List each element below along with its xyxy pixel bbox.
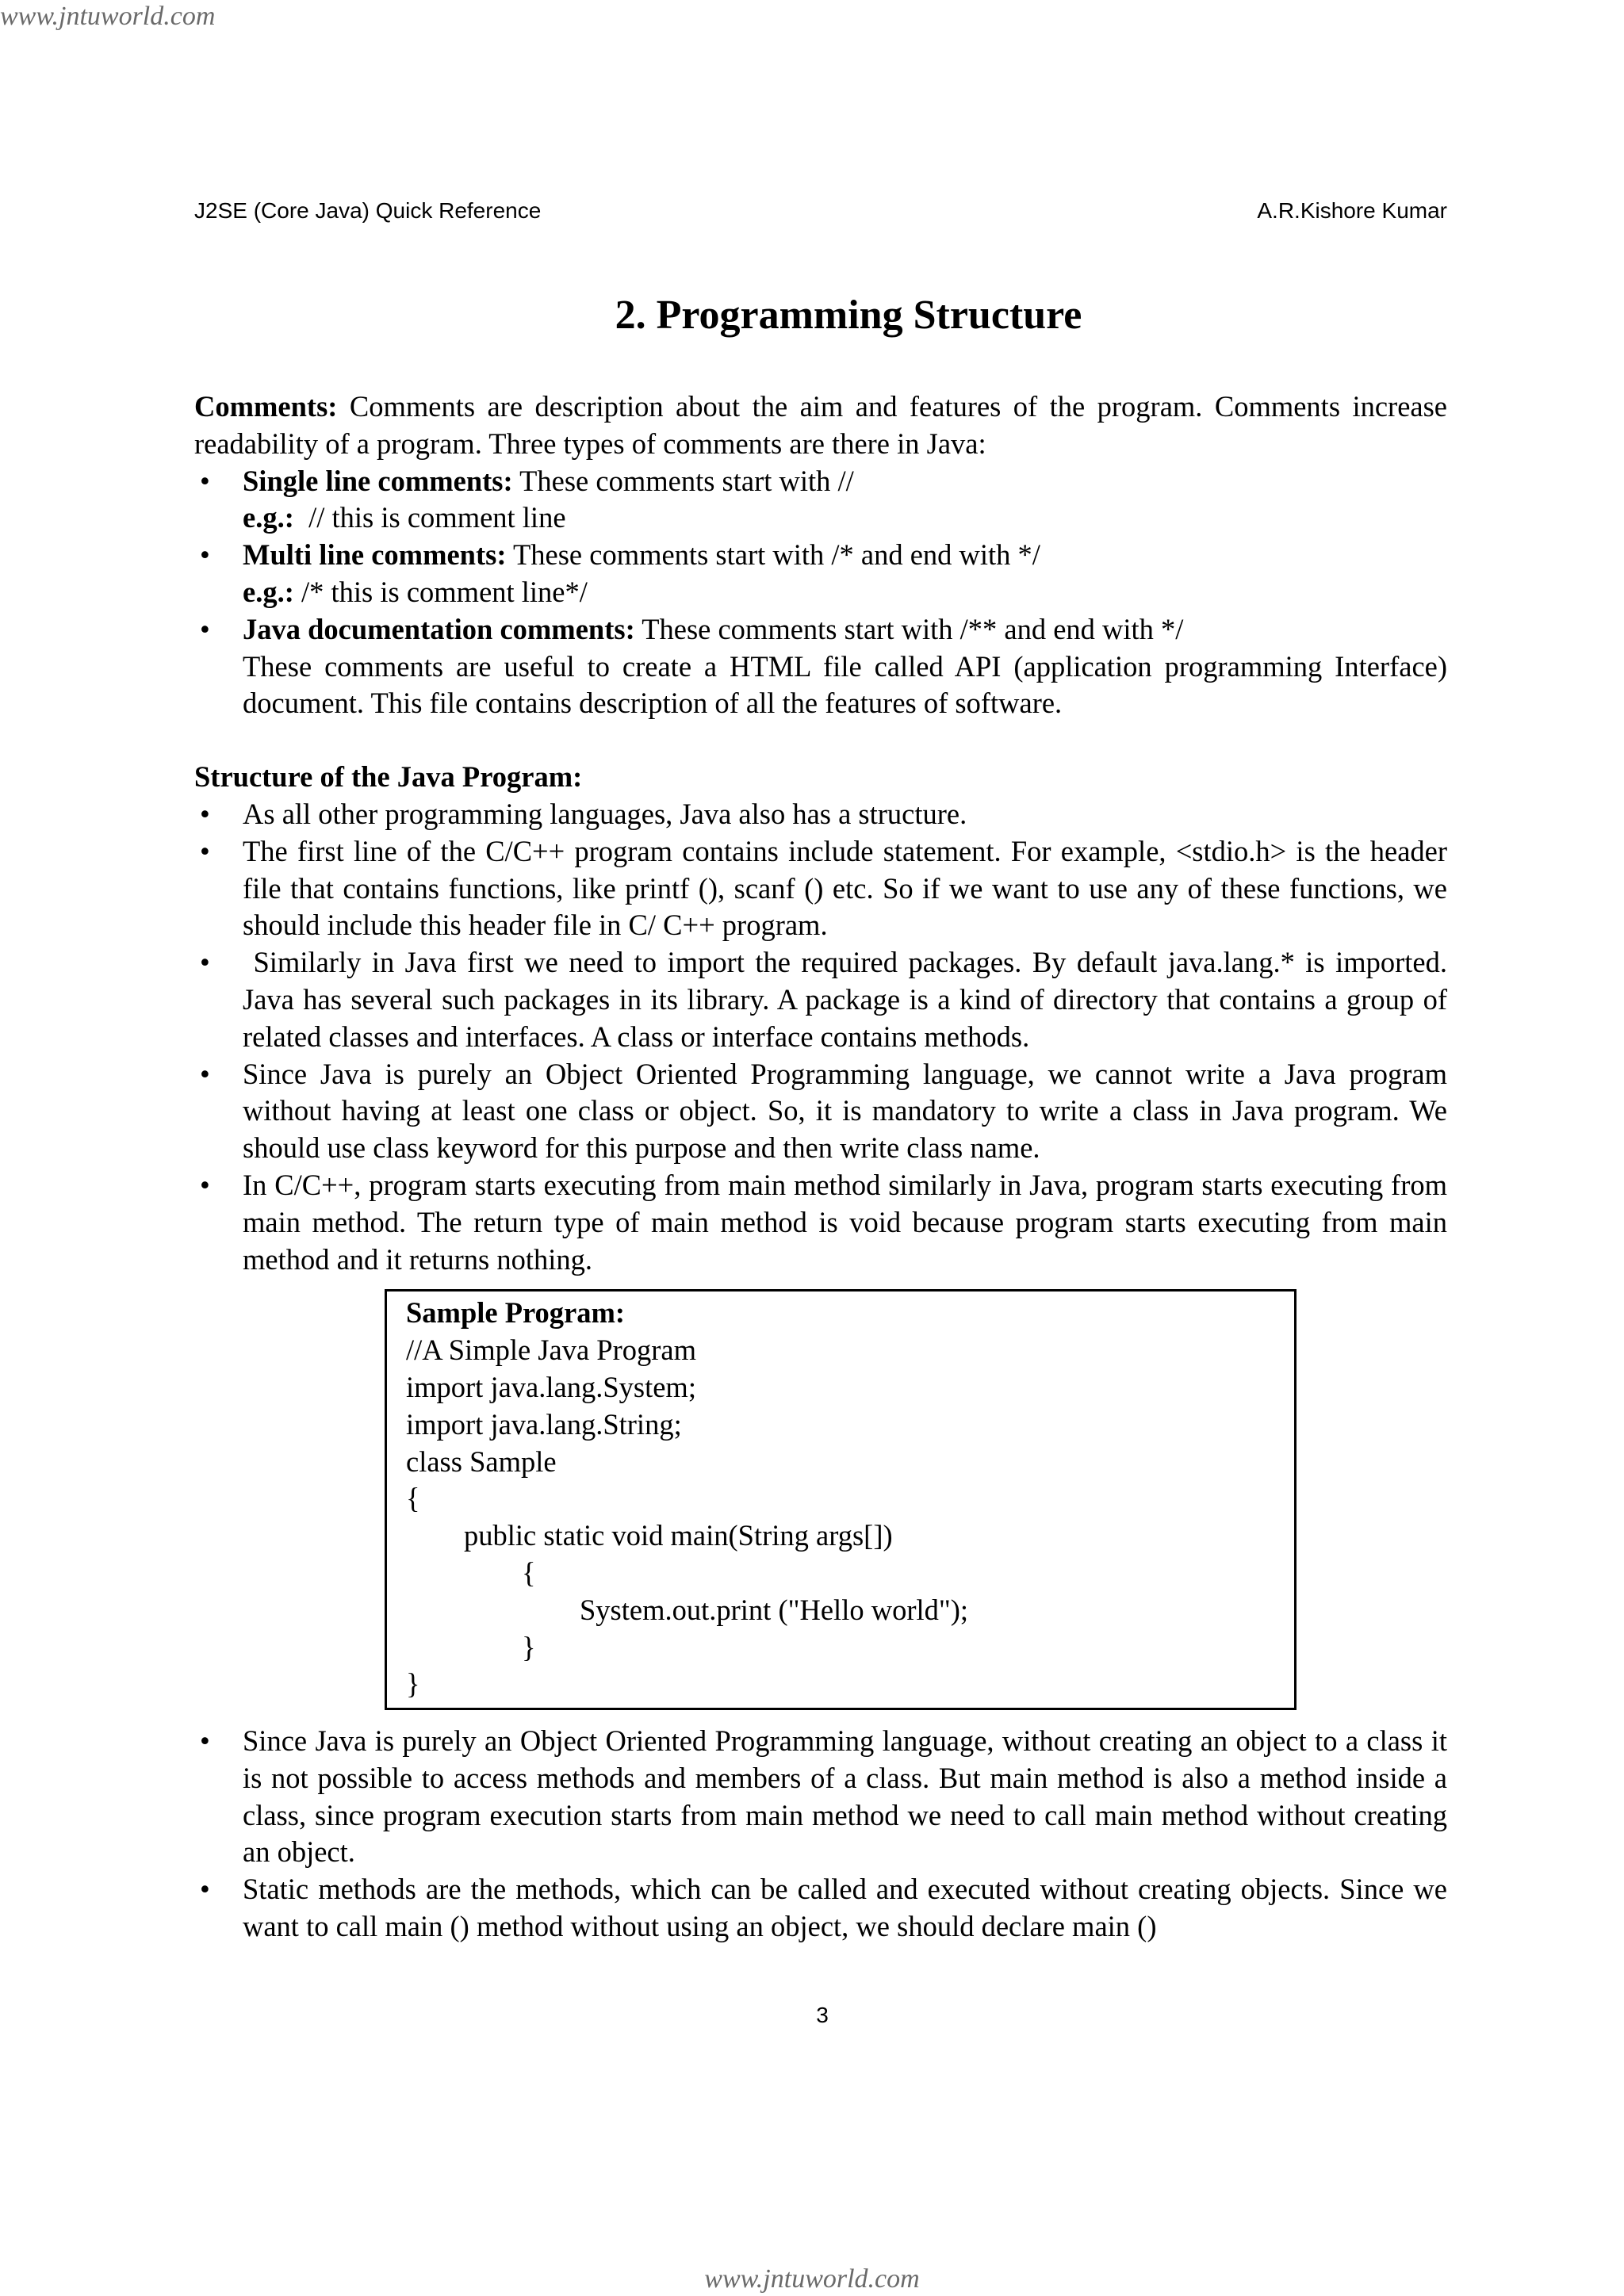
code-line: import java.lang.System;	[406, 1370, 696, 1403]
running-header	[194, 198, 1447, 224]
code-line: System.out.print ("Hello world");	[406, 1593, 969, 1626]
code-line: //A Simple Java Program	[406, 1334, 696, 1367]
list-item	[194, 463, 1447, 538]
header-book-title: J2SE (Core Java) Quick Reference	[194, 198, 542, 223]
section-gap	[194, 722, 1447, 759]
comments-intro-text: Comments are description about the aim and features of the program. Comments increase readability of a program. Three types of comments are there in Java:	[194, 390, 1447, 460]
example-label: e.g.:	[243, 501, 294, 534]
watermark-top: www.jntuworld.com	[0, 2, 216, 31]
code-line: {	[406, 1556, 536, 1589]
list-item	[194, 537, 1447, 611]
page-number: 3	[816, 2003, 829, 2027]
sample-program-box	[385, 1289, 1297, 1710]
example-text: // this is comment line	[293, 501, 566, 534]
example-line	[243, 574, 1447, 611]
multi-line-comments-label: Multi line comments:	[243, 538, 507, 572]
chapter-title: 2. Programming Structure	[615, 293, 1082, 338]
list-item: • Static methods are the methods, which can be called and executed without creating objects. Since we want to call main () method without using an object, we should declare main ()	[194, 1871, 1447, 1946]
main-method-list	[194, 1723, 1447, 1946]
example-label: e.g.:	[243, 575, 294, 608]
list-item: • In C/C++, program starts executing from main method similarly in Java, program starts executing from main method. The return type of main method is void because program starts executing from main method and it returns nothing.	[194, 1167, 1447, 1278]
code-line: class Sample	[406, 1445, 557, 1478]
code-line: }	[406, 1667, 420, 1701]
doc-comments-label: Java documentation comments:	[243, 612, 635, 645]
list-item: • Similarly in Java first we need to import the required packages. By default java.lang.* is imported. Java has several such packages in its library. A package is a kind of directory that contains a group of related classes and interfaces. A class or interface contains methods.	[194, 944, 1447, 1055]
comments-label: Comments:	[194, 390, 338, 423]
code-line: public static void main(String args[])	[406, 1519, 893, 1552]
comment-types-list	[194, 463, 1447, 723]
list-item: • As all other programming languages, Java also has a structure.	[194, 796, 1447, 833]
list-item: • Since Java is purely an Object Oriented Programming language, we cannot write a Java program without having at least one class or object. So, it is mandatory to write a class in Java program. We should use class keyword for this purpose and then write class name.	[194, 1056, 1447, 1167]
list-item: • The first line of the C/C++ program contains include statement. For example, <stdio.h> is the header file that contains functions, like printf (), scanf () etc. So if we want to use any of these functions, we should include this header file in C/ C++ program.	[194, 833, 1447, 944]
doc-comments-description: These comments are useful to create a HTML file called API (application programming Interface) document. This file contains description of all the features of software.	[243, 649, 1447, 720]
doc-comments-text: These comments start with /** and end with */	[634, 612, 1184, 645]
header-author: A.R.Kishore Kumar	[1257, 198, 1447, 223]
code-line: {	[406, 1482, 420, 1515]
code-line: }	[406, 1630, 536, 1663]
structure-list	[194, 796, 1455, 1278]
multi-line-comments-text: These comments start with /* and end with */	[506, 538, 1040, 572]
page-body	[194, 388, 1455, 1946]
single-line-comments-label: Single line comments:	[243, 464, 513, 497]
list-item	[194, 611, 1447, 722]
watermark-bottom: www.jntuworld.com	[704, 2264, 920, 2294]
single-line-comments-text: These comments start with //	[512, 464, 854, 497]
code-line: import java.lang.String;	[406, 1407, 682, 1441]
example-line	[243, 499, 1447, 537]
structure-heading: Structure of the Java Program:	[194, 760, 583, 794]
example-text: /* this is comment line*/	[293, 575, 588, 608]
sample-program-title: Sample Program:	[406, 1296, 626, 1330]
list-item: • Since Java is purely an Object Oriented Programming language, without creating an object to a class it is not possible to access methods and members of a class. But main method is also a method inside a class, since program execution starts from main method we need to call main method without creating an object.	[194, 1723, 1447, 1871]
comments-intro	[194, 388, 1447, 463]
